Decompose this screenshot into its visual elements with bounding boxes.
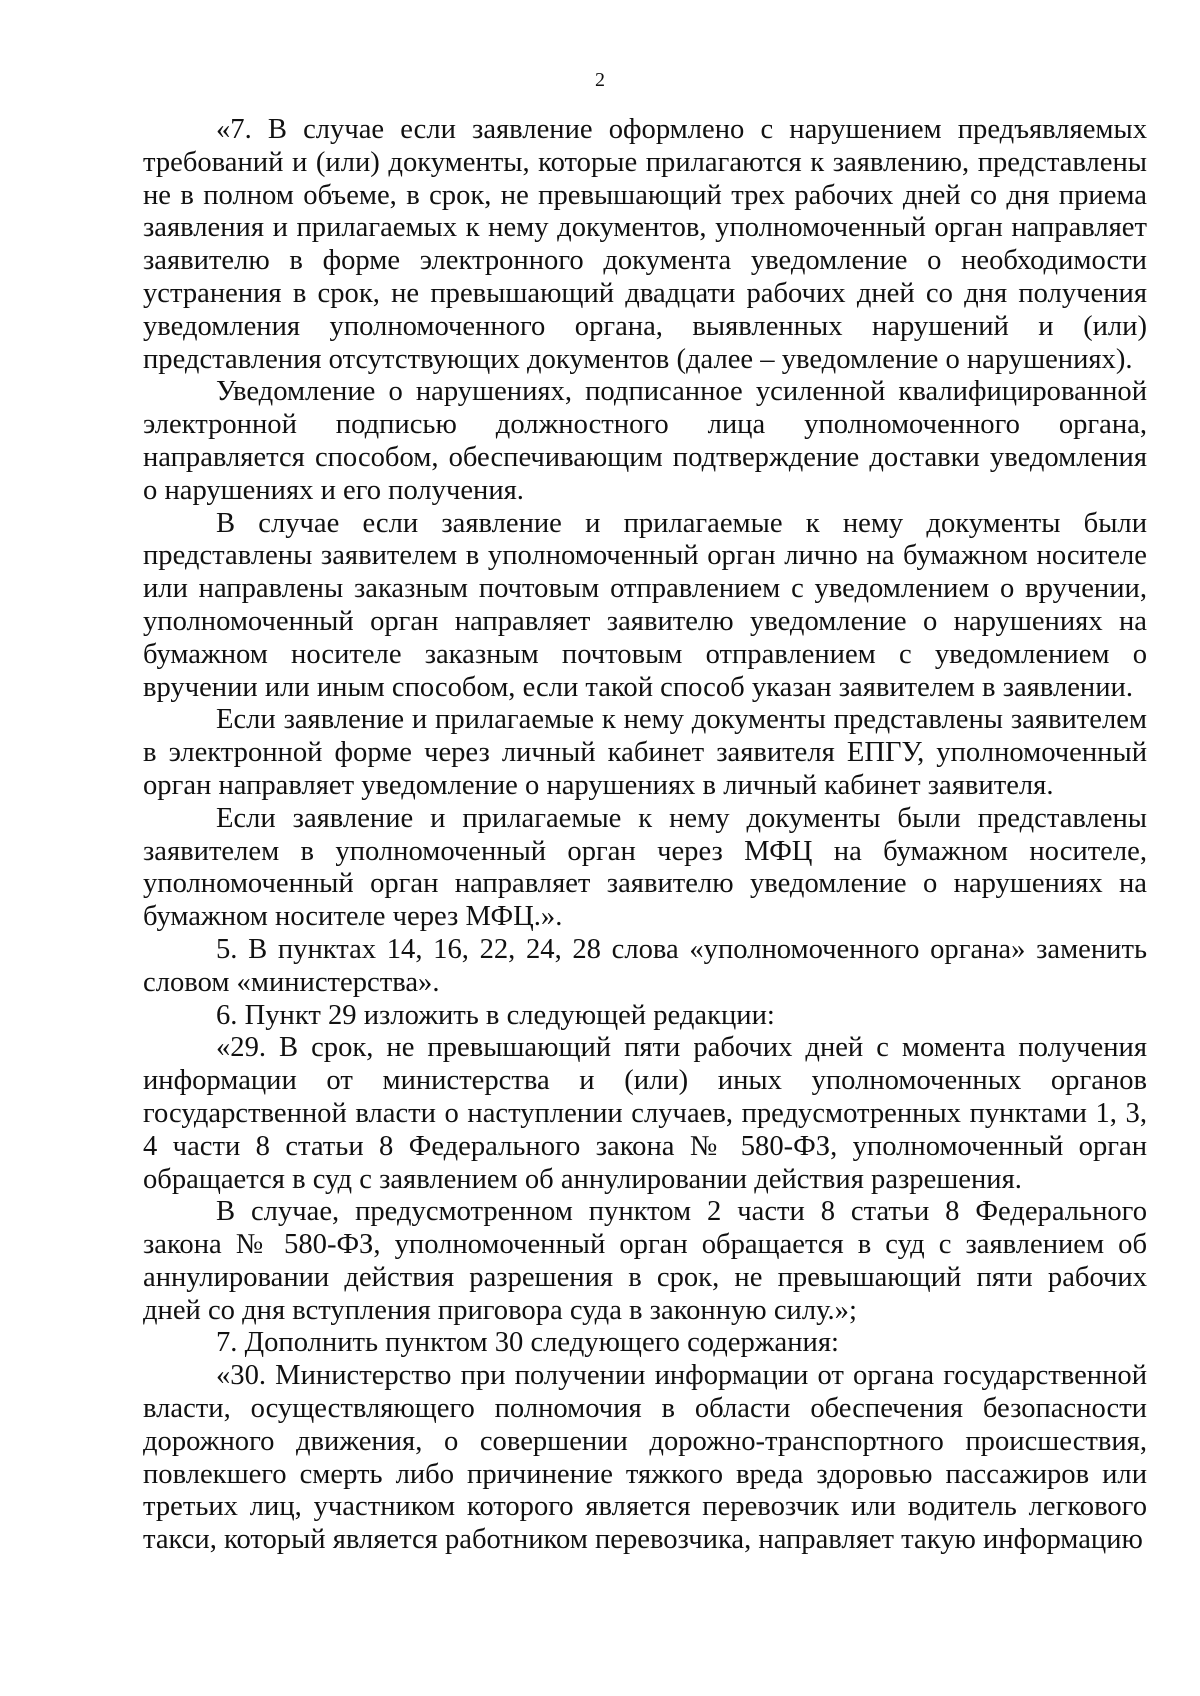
paragraph-amendment-5: 5. В пунктах 14, 16, 22, 24, 28 слова «уполномоченного органа» заменить словом «министерства». [143, 933, 1147, 998]
paragraph-item-29: «29. В срок, не превышающий пяти рабочих дней с момента получения информации от министерства и (или) иных уполномоченных органов государственной власти о наступлении случаев, предусмотренных пунктами 1, 3, 4 части 8 статьи 8 Федерального закона № 580-ФЗ, уполномоченный орган обращается в суд с заявлением об аннулировании действия разрешения. [143, 1032, 1147, 1195]
paragraph-electronic-submission: Если заявление и прилагаемые к нему документы представлены заявителем в электронной форме через личный кабинет заявителя ЕПГУ, уполномоченный орган направляет уведомление о нарушениях в личный кабинет заявителя. [143, 704, 1147, 801]
paragraph-amendment-6: 6. Пункт 29 изложить в следующей редакции: [216, 999, 775, 1031]
paragraph-mfc-submission: Если заявление и прилагаемые к нему документы были представлены заявителем в уполномоченный орган через МФЦ на бумажном носителе, уполномоченный орган направляет заявителю уведомление о нарушениях на бумажном носителе через МФЦ.». [143, 802, 1147, 933]
page-number: 2 [595, 69, 605, 91]
paragraph-item-30: «30. Министерство при получении информации от органа государственной власти, осуществляющего полномочия в области обеспечения безопасности дорожного движения, о совершении дорожно-транспортного происшествия, повлекшего смерть либо причинение тяжкого вреда здоровью пассажиров или третьих лиц, участником которого является перевозчик или водитель легкового такси, который является работником перевозчика, направляет такую информацию [143, 1360, 1147, 1556]
paragraph-paper-submission: В случае если заявление и прилагаемые к нему документы были представлены заявителем в уполномоченный орган лично на бумажном носителе или направлены заказным почтовым отправлением с уведомлением о вручении, уполномоченный орган направляет заявителю уведомление о нарушениях на бумажном носителе заказным почтовым отправлением с уведомлением о вручении или иным способом, если такой способ указан заявителем в заявлении. [143, 507, 1147, 703]
paragraph-notice-signature: Уведомление о нарушениях, подписанное усиленной квалифицированной электронной подписью должностного лица уполномоченного органа, направляется способом, обеспечивающим подтверждение доставки уведомления о нарушениях и его получения. [143, 376, 1147, 506]
paragraph-item-29-case-2: В случае, предусмотренном пунктом 2 части 8 статьи 8 Федерального закона № 580-ФЗ, уполномоченный орган обращается в суд с заявлением об аннулировании действия разрешения в срок, не превышающий пяти рабочих дней со дня вступления приговора суда в законную силу.»; [143, 1196, 1147, 1326]
paragraph-item-7-notice: «7. В случае если заявление оформлено с нарушением предъявляемых требований и (или) документы, которые прилагаются к заявлению, представлены не в полном объеме, в срок, не превышающий трех рабочих дней со дня приема заявления и прилагаемых к нему документов, уполномоченный орган направляет заявителю в форме электронного документа уведомление о необходимости устранения в срок, не превышающий двадцати рабочих дней со дня получения уведомления уполномоченного органа, выявленных нарушений и (или) представления отсутствующих документов (далее – уведомление о нарушениях). [143, 114, 1147, 375]
document-body [143, 114, 1147, 1557]
paragraph-amendment-7: 7. Дополнить пунктом 30 следующего содержания: [216, 1327, 839, 1359]
